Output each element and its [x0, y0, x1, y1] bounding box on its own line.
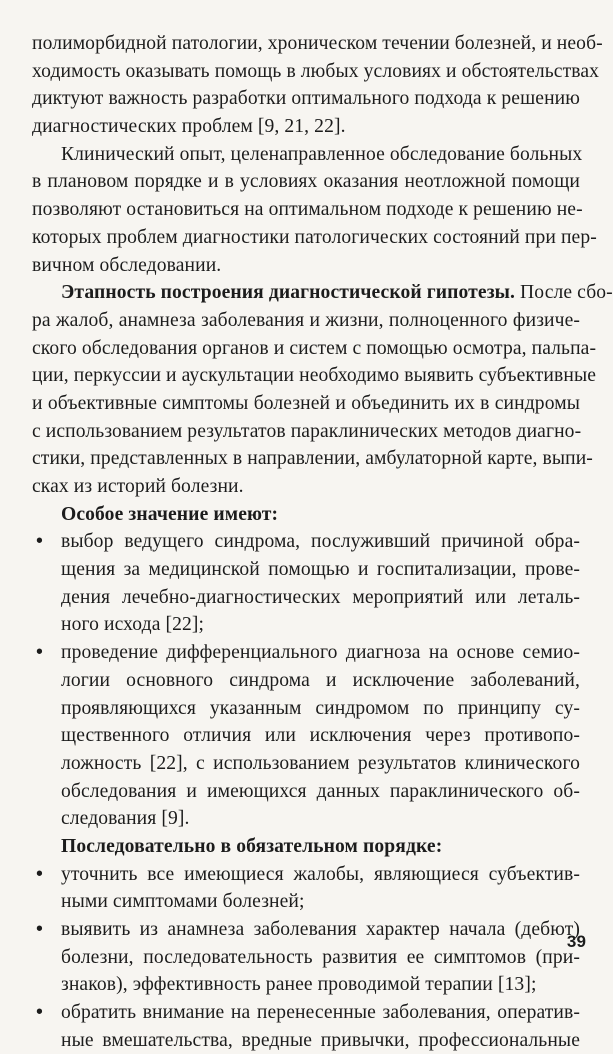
list-item-line [32, 861, 580, 889]
bullet-icon: • [36, 531, 43, 553]
list-item-line: щения за медицинской помощью и госпитализации, прове- [61, 559, 580, 581]
bullet-icon: • [36, 642, 43, 664]
list-item-text: выявить из анамнеза заболевания характер начала (дебют) [61, 919, 580, 940]
text-line: вичном обследовании. [32, 254, 222, 276]
text-line: ходимость оказывать помощь в любых условиях и обстоятельствах [32, 60, 600, 82]
list-item-line: болезни, последовательность развития ее симптомов (при- [61, 946, 580, 968]
list-item-text: выбор ведущего синдрома, послуживший причиной обра- [61, 531, 580, 553]
page-body [32, 30, 613, 1054]
text-line: ции, перкуссии и аускультации необходимо выявить субъективные [32, 365, 597, 387]
page-number: 39 [566, 932, 586, 951]
text-line: полиморбидной патологии, хроническом течении болезней, и необ- [32, 33, 603, 54]
text-line: Клинический опыт, целенаправленное обследование больных [61, 143, 583, 165]
list-item-line: ными симптомами болезней; [61, 891, 305, 913]
list-item-line: следования [9]. [61, 808, 190, 830]
text-line: диагностических проблем [9, 21, 22]. [32, 116, 346, 138]
list-item-line: ного исхода [22]; [61, 614, 205, 636]
bullet-icon: • [36, 919, 43, 940]
list-item-text: проведение дифференциального диагноза на основе семио- [61, 642, 580, 664]
list-item-line: обследования и имеющихся данных параклинического об- [61, 780, 580, 802]
list-item-line: ные вмешательства, вредные привычки, профессиональные [61, 1029, 580, 1051]
list-item-line: ложность [22], с использованием результатов клинического [61, 752, 580, 774]
list-item-line: щественного отличия или исключения через противопо- [61, 725, 580, 747]
subheading: Особое значение имеют: [61, 503, 279, 525]
bullet-icon: • [36, 1002, 43, 1024]
list-item-line [32, 528, 580, 556]
list-item-line: дения лечебно-диагностических мероприятий или леталь- [61, 586, 580, 608]
subheading: Последовательно в обязательном порядке: [61, 835, 443, 857]
list-item-text: уточнить все имеющиеся жалобы, являющиеся субъектив- [61, 863, 580, 885]
text-line: позволяют остановиться на оптимальном подходе к решению не- [32, 199, 583, 221]
list-item-line: знаков), эффективность ранее проводимой терапии [13]; [61, 974, 537, 996]
text-line-with-bold-lead [32, 279, 613, 307]
list-item-line [32, 916, 580, 944]
text-line: диктуют важность разработки оптимального подхода к решению [32, 88, 580, 110]
list-item-line: проявляющихся указанным синдромом по принципу су- [61, 697, 580, 719]
bullet-icon: • [36, 863, 43, 885]
text-line: которых проблем диагностики патологических состояний при пер- [32, 226, 597, 248]
list-item-text: обратить внимание на перенесенные заболевания, оператив- [61, 1002, 580, 1024]
text-line: в плановом порядке и в условиях оказания неотложной помощи [32, 171, 580, 193]
list-item-line [32, 999, 580, 1027]
text-line: стики, представленных в направлении, амбулаторной карте, выпи- [32, 448, 593, 470]
text-line: сках из историй болезни. [32, 476, 244, 497]
text-line: ского обследования органов и систем с помощью осмотра, пальпа- [32, 337, 597, 359]
list-item-line: логии основного синдрома и исключение заболеваний, [61, 669, 580, 691]
text-line: и объективные симптомы болезней и объединить их в синдромы [32, 392, 580, 414]
text-fragment: После сбо- [515, 282, 613, 304]
text-line: с использованием результатов параклинических методов диагно- [32, 420, 582, 442]
text-line: ра жалоб, анамнеза заболевания и жизни, полноценного физиче- [32, 309, 580, 331]
section-lead: Этапность построения диагностической гипотезы. [61, 282, 516, 304]
list-item-line [32, 639, 580, 667]
